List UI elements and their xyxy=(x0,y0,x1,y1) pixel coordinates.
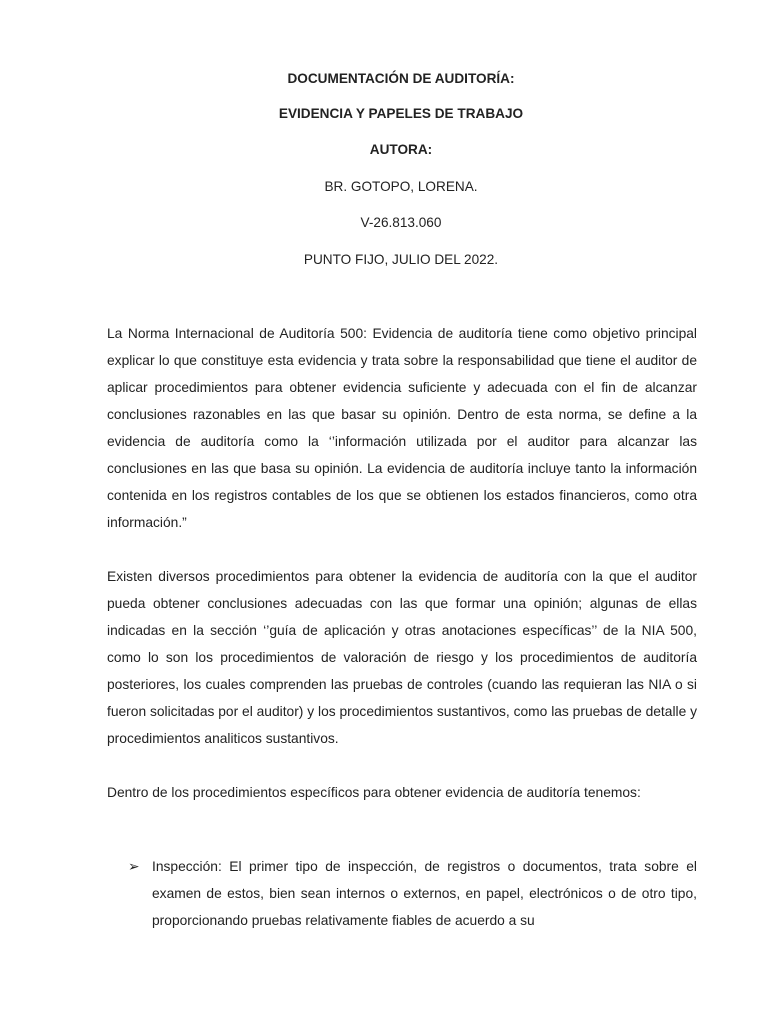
document-body xyxy=(107,320,697,806)
procedures-list xyxy=(128,853,697,934)
document-header xyxy=(0,70,768,268)
document-title-line-1: DOCUMENTACIÓN DE AUDITORÍA: xyxy=(287,71,515,86)
paragraph-nia-500: La Norma Internacional de Auditoría 500: Evidencia de auditoría tiene como objetivo principal explicar lo que constituye esta evidencia y trata sobre la responsabilidad que tiene el auditor de aplicar procedimientos para obtener evidencia suficiente y adecuada con el fin de alcanzar conclusiones razonables en las que basar su opinión. Dentro de esta norma, se define a la evidencia de auditoría como la ‘’información utilizada por el auditor para alcanzar las conclusiones en las que basa su opinión. La evidencia de auditoría incluye tanto la información contenida en los registros contables de los que se obtienen los estados financieros, como otra información.” xyxy=(107,326,697,530)
arrow-bullet-icon: ➢ xyxy=(128,859,140,874)
document-title-line-2: EVIDENCIA Y PAPELES DE TRABAJO xyxy=(278,106,524,121)
paragraph-specific-procedures-intro: Dentro de los procedimientos específicos para obtener evidencia de auditoría tenemos: xyxy=(107,785,641,800)
place-and-date: PUNTO FIJO, JULIO DEL 2022. xyxy=(303,252,499,267)
author-name: BR. GOTOPO, LORENA. xyxy=(324,179,478,194)
author-id: V-26.813.060 xyxy=(360,215,442,230)
author-label: AUTORA: xyxy=(369,142,433,157)
list-item-text: Inspección: El primer tipo de inspección, de registros o documentos, trata sobre el examen de estos, bien sean internos o externos, en papel, electrónicos o de otro tipo, proporcionando pruebas relativamente fiables de acuerdo a su xyxy=(152,859,697,928)
list-item xyxy=(128,853,697,934)
paragraph-procedures: Existen diversos procedimientos para obtener la evidencia de auditoría con la que el auditor pueda obtener conclusiones adecuadas con las que formar una opinión; algunas de ellas indicadas en la sección ‘’guía de aplicación y otras anotaciones específicas’’ de la NIA 500, como lo son los procedimientos de valoración de riesgo y los procedimientos de auditoría posteriores, los cuales comprenden las pruebas de controles (cuando las requieran las NIA o si fueron solicitadas por el auditor) y los procedimientos sustantivos, como las pruebas de detalle y procedimientos analiticos sustantivos. xyxy=(107,569,697,746)
